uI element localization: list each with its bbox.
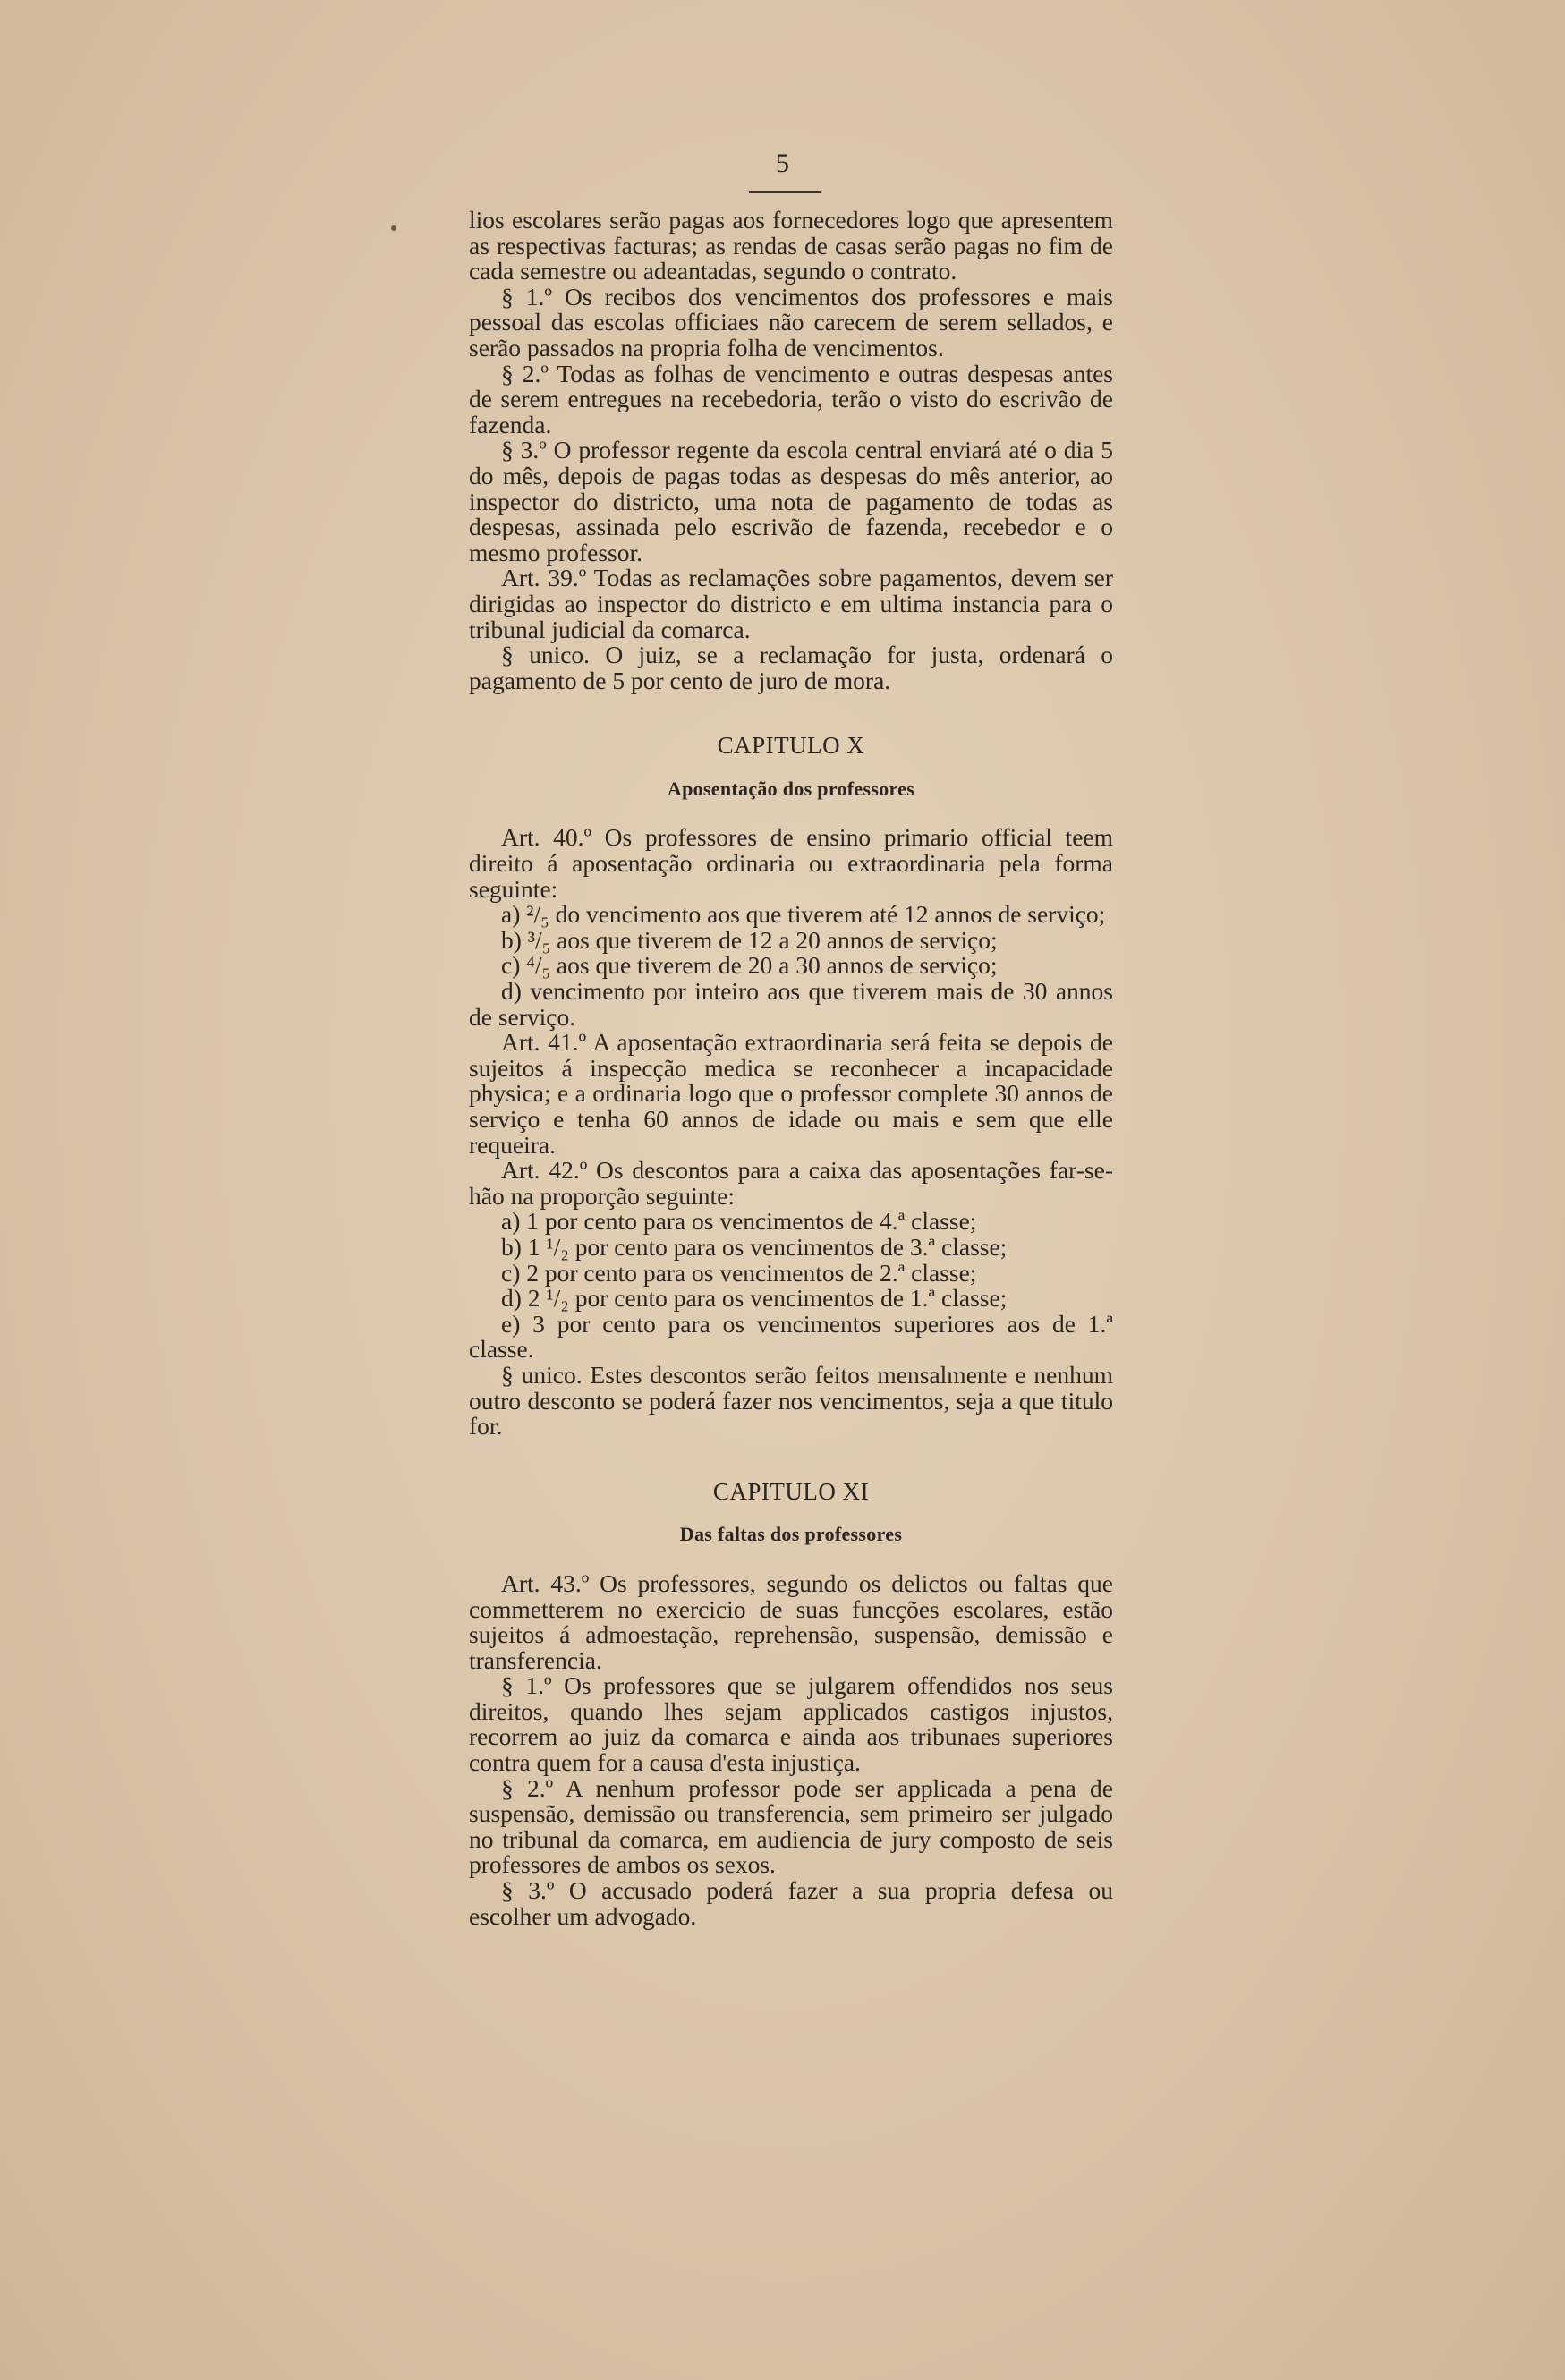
list-item: c) ⁴/₅ aos que tiverem de 20 a 30 annos de serviço; [501,951,998,980]
paragraph: § 3.º O accusado poderá fazer a sua propria defesa ou escolher um advogado. [469,1876,1113,1930]
paragraph: § 2.º A nenhum professor pode ser applicada a pena de suspensão, demissão ou transferencia, sem primeiro ser julgado no tribunal da comarca, em audiencia de jury composto de seis professores de ambos os sexos. [469,1773,1113,1879]
paragraph: § 3.º O professor regente da escola central enviará até o dia 5 do mês, depois de pagas todas as despesas do mês anterior, ao inspector do districto, uma nota de pagamento de todas as despesas, assinada pelo escrivão de fazenda, recebedor e o mesmo professor. [469,436,1113,566]
paragraph: § 1.º Os recibos dos vencimentos dos professores e mais pessoal das escolas officiaes não carecem de serem sellados, e serão passados na propria folha de vencimentos. [469,282,1113,361]
paragraph: § 1.º Os professores que se julgarem offendidos nos seus direitos, quando lhes sejam applicados castigos injustos, recorrem ao juiz da comarca e ainda aos tribunaes superiores contra quem for a causa d'esta injustiça. [469,1671,1113,1777]
list-item: d) vencimento por inteiro aos que tiverem mais de 30 annos de serviço. [469,977,1113,1031]
list-item: a) 1 por cento para os vencimentos de 4.ª classe; [501,1207,977,1236]
paragraph: § 2.º Todas as folhas de vencimento e outras despesas antes de serem entregues na recebedoria, terão o visto do escrivão de fazenda. [469,359,1113,438]
chapter-title: CAPITULO X [717,732,865,760]
list-item: e) 3 por cento para os vencimentos superiores aos de 1.ª classe. [469,1309,1113,1364]
article-paragraph: Art. 40.º Os professores de ensino primario official teem direito á aposentação ordinaria ou extraordinaria pela forma seguinte: [469,823,1113,903]
paragraph-continuation: lios escolares serão pagas aos fornecedores logo que apresentem as respectivas facturas; as rendas de casas serão pagas no fim de cada semestre ou adeantadas, segundo o contrato. [469,206,1113,285]
article-paragraph: Art. 41.º A aposentação extraordinaria será feita se depois de sujeitos á inspecção medica se reconhecer a incapacidade physica; e a ordinaria logo que o professor complete 30 annos de serviço e tenha 60 annos de idade ou mais e sem que elle requeira. [469,1028,1113,1159]
list-item: a) ²/₅ do vencimento aos que tiverem até 12 annos de serviço; [501,900,1106,929]
list-item: d) 2 ¹/₂ por cento para os vencimentos de 1.ª classe; [501,1284,1008,1313]
article-paragraph: Art. 43.º Os professores, segundo os delictos ou faltas que commetterem no exercicio de suas funcções escolares, estão sujeitos á admoestação, reprehensão, suspensão, demissão e transferencia. [469,1568,1113,1674]
text-column [469,208,1113,1929]
article-paragraph: Art. 39.º Todas as reclamações sobre pagamentos, devem ser dirigidas ao inspector do districto e em ultima instancia para o tribunal judicial da comarca. [469,564,1113,643]
list-item: c) 2 por cento para os vencimentos de 2.ª classe; [501,1258,977,1287]
article-paragraph: Art. 42.º Os descontos para a caixa das aposentações far-se-hão na proporção seguinte: [469,1156,1113,1210]
chapter-title: CAPITULO XI [712,1477,870,1505]
list-item: b) ³/₅ aos que tiverem de 12 a 20 annos de serviço; [501,925,998,954]
chapter-subtitle: Das faltas dos professores [679,1523,903,1546]
paragraph: § unico. Estes descontos serão feitos mensalmente e nenhum outro desconto se poderá fazer nos vencimentos, seja a que titulo for. [469,1360,1113,1441]
page-speck [391,225,396,231]
page-number: 5 [776,149,789,178]
page-number-rule [749,191,821,193]
list-item: b) 1 ¹/₂ por cento para os vencimentos de 3.ª classe; [501,1232,1008,1261]
chapter-subtitle: Aposentação dos professores [667,777,915,800]
paragraph: § unico. O juiz, se a reclamação for justa, ordenará o pagamento de 5 por cento de juro de mora. [469,641,1113,694]
